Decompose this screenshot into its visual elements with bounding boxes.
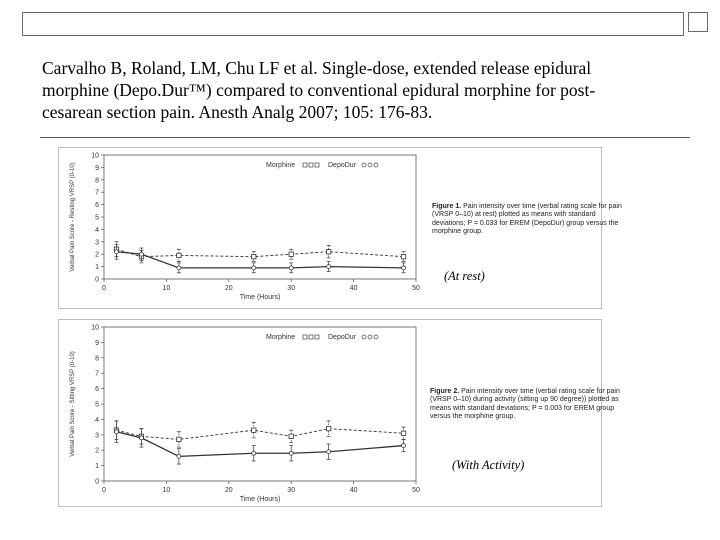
- depodur-point: [289, 266, 293, 270]
- citation: [42, 57, 692, 123]
- y-tick-label: 0: [95, 478, 99, 486]
- legend-morphine-label: Morphine: [266, 334, 296, 341]
- legend-depodur-marker: [362, 163, 366, 167]
- figure1-chart: [60, 149, 428, 305]
- plot-frame: [104, 155, 416, 279]
- x-tick-label: 0: [102, 285, 106, 292]
- citation-line-3: cesarean section pain. Anesth Analg 2007; 105: 176-83.: [42, 102, 433, 122]
- morphine-point: [401, 254, 405, 258]
- y-tick-label: 8: [95, 355, 99, 363]
- figure2-condition-label: (With Activity): [452, 458, 525, 472]
- x-tick-label: 20: [224, 487, 233, 494]
- y-tick-label: 6: [95, 386, 99, 394]
- legend-morphine-marker: [303, 163, 307, 167]
- depodur-point: [139, 436, 143, 440]
- morphine-point: [252, 428, 256, 432]
- morphine-point: [252, 254, 256, 258]
- y-tick-label: 5: [95, 214, 99, 222]
- y-tick-label: 2: [95, 447, 99, 455]
- title-box: [688, 12, 708, 32]
- legend-depodur-label: DepoDur: [328, 162, 357, 169]
- legend-depodur-marker: [368, 335, 372, 339]
- x-axis-label: Time (Hours): [239, 496, 281, 503]
- y-tick-label: 2: [95, 251, 99, 259]
- y-tick-label: 9: [95, 164, 99, 172]
- y-tick-label: 1: [95, 264, 99, 272]
- x-tick-label: 40: [349, 487, 358, 494]
- depodur-point: [252, 266, 256, 270]
- depodur-point: [402, 266, 406, 270]
- y-axis-label: Verbal Pain Score - Resting VRSP (0-10): [70, 162, 76, 272]
- title-bar: [22, 12, 684, 36]
- figure1-caption-label: Figure 1.: [432, 203, 462, 210]
- legend-depodur-marker: [368, 163, 372, 167]
- y-tick-label: 4: [95, 416, 99, 424]
- y-tick-label: 0: [95, 276, 99, 284]
- figure1-caption: [432, 203, 630, 236]
- x-axis-label: Time (Hours): [239, 294, 281, 301]
- depodur-point: [402, 444, 406, 448]
- x-tick-label: 40: [349, 285, 358, 292]
- morphine-point: [289, 252, 293, 256]
- y-tick-label: 3: [95, 239, 99, 247]
- x-tick-label: 50: [412, 487, 420, 494]
- y-tick-label: 6: [95, 202, 99, 210]
- figure1-caption-text: Pain intensity over time (verbal rating scale for pain (VRSP 0–10) at rest) plotted as means with standard deviations; P = 0.033 for EREM (DepoDur) group versus the morphine group.: [432, 203, 622, 235]
- depodur-point: [252, 451, 256, 455]
- citation-line-2: morphine (Depo.Dur™) compared to conventional epidural morphine for post-: [42, 80, 596, 100]
- x-tick-label: 30: [287, 285, 296, 292]
- morphine-point: [326, 250, 330, 254]
- depodur-series-line: [116, 432, 403, 457]
- depodur-point: [177, 454, 181, 458]
- legend-morphine-label: Morphine: [266, 162, 296, 169]
- figure2-caption: [430, 388, 628, 421]
- legend-morphine-marker: [315, 163, 319, 167]
- divider: [40, 137, 690, 138]
- legend-depodur-label: DepoDur: [328, 334, 357, 341]
- legend-depodur-marker: [374, 163, 378, 167]
- depodur-point: [139, 252, 143, 256]
- morphine-point: [326, 426, 330, 430]
- y-tick-label: 8: [95, 177, 99, 185]
- x-tick-label: 10: [162, 487, 171, 494]
- y-tick-label: 7: [95, 189, 99, 197]
- x-tick-label: 20: [224, 285, 233, 292]
- morphine-series-line: [116, 429, 403, 440]
- legend-morphine-marker: [303, 335, 307, 339]
- citation-line-1: Carvalho B, Roland, LM, Chu LF et al. Single-dose, extended release epidural: [42, 58, 592, 78]
- y-tick-label: 10: [91, 324, 99, 332]
- x-tick-label: 30: [287, 487, 296, 494]
- depodur-point: [177, 266, 181, 270]
- legend-depodur-marker: [374, 335, 378, 339]
- morphine-point: [177, 437, 181, 441]
- depodur-point: [327, 450, 331, 454]
- depodur-point: [114, 430, 118, 434]
- morphine-point: [401, 431, 405, 435]
- morphine-series-line: [116, 249, 403, 256]
- x-tick-label: 10: [162, 285, 171, 292]
- legend-morphine-marker: [309, 335, 313, 339]
- figure2-chart: [60, 321, 428, 503]
- morphine-point: [177, 253, 181, 257]
- y-tick-label: 5: [95, 401, 99, 409]
- y-tick-label: 9: [95, 339, 99, 347]
- plot-frame: [104, 327, 416, 481]
- depodur-point: [289, 451, 293, 455]
- y-tick-label: 10: [91, 152, 99, 160]
- y-tick-label: 7: [95, 370, 99, 378]
- legend-morphine-marker: [309, 163, 313, 167]
- depodur-point: [327, 265, 331, 269]
- figure2-caption-label: Figure 2.: [430, 388, 460, 395]
- legend-morphine-marker: [315, 335, 319, 339]
- y-axis-label: Verbal Pain Score - Sitting VRSP (0-10): [70, 351, 76, 457]
- figure1-condition-label: (At rest): [444, 269, 485, 283]
- x-tick-label: 0: [102, 487, 106, 494]
- legend-depodur-marker: [362, 335, 366, 339]
- morphine-point: [289, 434, 293, 438]
- y-tick-label: 3: [95, 432, 99, 440]
- depodur-point: [114, 250, 118, 254]
- y-tick-label: 1: [95, 463, 99, 471]
- y-tick-label: 4: [95, 226, 99, 234]
- x-tick-label: 50: [412, 285, 420, 292]
- figure2-caption-text: Pain intensity over time (verbal rating scale for pain (VRSP 0–10) during activity (sitting up 90 degree)) plotted as means with standard deviations; P = 0.003 for EREM group versus the morphine group.: [430, 388, 620, 420]
